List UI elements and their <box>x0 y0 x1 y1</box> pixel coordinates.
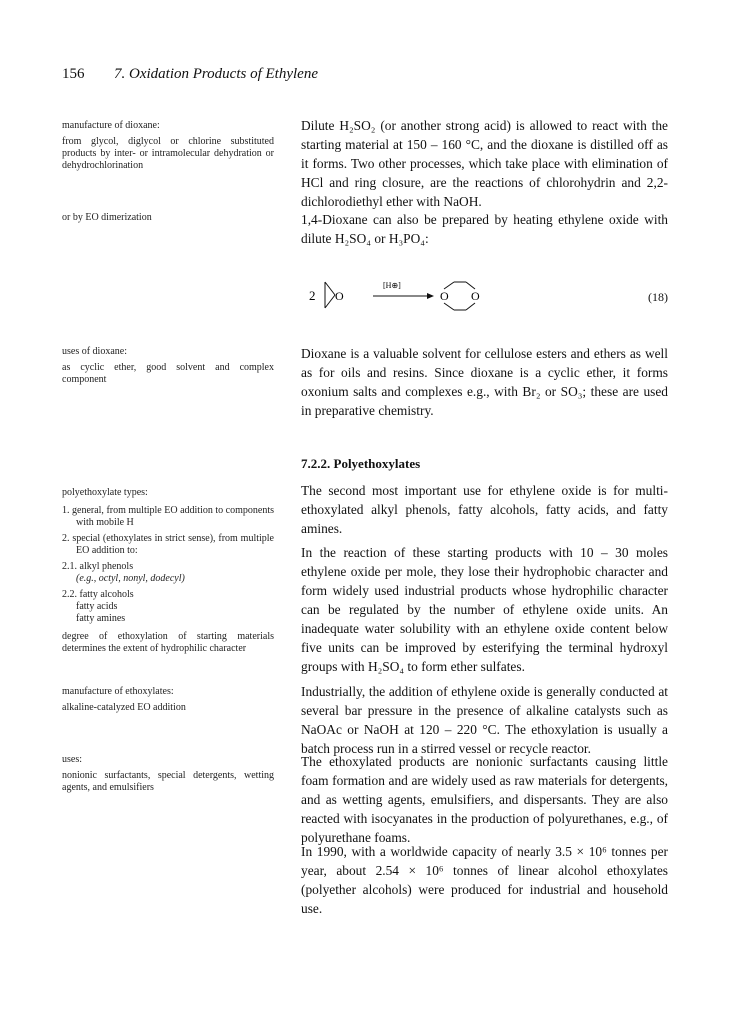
dioxane-oxygen-right: O <box>471 289 480 303</box>
paragraph-dioxane-from-eo: 1,4-Dioxane can also be prepared by heating ethylene oxide with dilute H₂SO₄ or H₃PO₄: <box>301 212 668 246</box>
type-2-2-b: fatty acids <box>76 601 118 612</box>
page-number: 156 <box>62 66 85 82</box>
stoichiometric-coefficient: 2 <box>309 288 316 303</box>
degree-of-ethoxylation: degree of ethoxylation of starting materials determines the extent of hydrophilic character <box>62 631 274 654</box>
type-1: 1. general, from multiple EO addition to components with mobile H <box>62 505 274 528</box>
type-2: 2. special (ethoxylates in strict sense), from multiple EO addition to: <box>62 533 274 556</box>
margin-title: uses: <box>62 754 82 765</box>
ethylene-oxide-oxygen: O <box>335 289 344 303</box>
margin-text: from glycol, diglycol or chlorine substituted products by inter- or intramolecular dehydration or dehydrochlorination <box>62 136 274 171</box>
type-2-1-example: (e.g., octyl, nonyl, dodecyl) <box>76 573 185 584</box>
reaction-scheme <box>301 276 601 318</box>
catalyst-label: [H⊕] <box>383 281 401 290</box>
margin-note-polyethoxylate-types <box>62 487 274 655</box>
paragraph-ethoxylation-reaction: In the reaction of these starting products with 10 – 30 moles ethylene oxide per mole, they lose their hydrophobic character and form widely used industrial products whose hydrophilic character can be regulated by the number of ethylene oxide units. An inadequate water solubility with an ethylene oxide content below five units can be improved by esterifying the terminal hydroxyl groups with H₂SO₄ to form ether sulfates. <box>301 545 668 674</box>
margin-title: polyethoxylate types: <box>62 487 148 498</box>
type-2-1: 2.1. alkyl phenols <box>62 561 134 572</box>
ethylene-oxide-structure <box>325 282 335 308</box>
paragraph-dioxane-uses: Dioxane is a valuable solvent for cellulose esters and ethers as well as for oils and resins. Since dioxane is a cyclic ether, it forms oxonium salts and complexes e.g., with Br₂ or SO₃; these are used in preparative chemistry. <box>301 346 668 418</box>
margin-title: manufacture of ethoxylates: <box>62 686 174 697</box>
margin-note-uses-ethoxylates <box>62 754 274 794</box>
paragraph-ethoxylates-intro: The second most important use for ethylene oxide is for multiethoxylated alkyl phenols, fatty alcohols, fatty acids, and fatty amines. <box>301 483 668 536</box>
paragraph-ethoxylate-uses: The ethoxylated products are nonionic surfactants causing little foam formation and are widely used as raw materials for detergents, and as wetting agents, emulsifiers, and dispersants. They are also reacted with isocyanates in the production of polyurethanes, e.g., of polyurethane foams. <box>301 754 668 845</box>
paragraph-industrial-process: Industrially, the addition of ethylene oxide is generally conducted at several bar pressure in the presence of alkaline catalysts such as NaOAc or NaOH at 120 – 220 °C. The ethoxylation is usually a batch process run in a stirred vessel or recycle reactor. <box>301 684 668 756</box>
margin-note-manufacture-ethoxylates <box>62 686 274 714</box>
chapter-title: 7. Oxidation Products of Ethylene <box>114 66 318 82</box>
type-2-2: 2.2. fatty alcohols <box>62 589 134 600</box>
page-header <box>62 66 318 83</box>
margin-note-eo-dimerization: or by EO dimerization <box>62 212 152 223</box>
margin-title: manufacture of dioxane: <box>62 120 160 131</box>
paragraph-dioxane-manufacture: Dilute H₂SO₂ (or another strong acid) is allowed to react with the starting material at 150 – 160 °C, and the dioxane is distilled off as it forms. Two other processes, which take place with elimination of HCl and ring closure, are the reactions of chlorohydrin and 2,2-dichlorodiethyl ether with NaOH. <box>301 118 668 209</box>
reaction-arrow <box>373 293 434 299</box>
equation-number: (18) <box>648 290 668 304</box>
type-2-2-c: fatty amines <box>76 613 126 624</box>
reaction-equation-18 <box>301 276 668 318</box>
dioxane-oxygen-left: O <box>440 289 449 303</box>
margin-note-manufacture-dioxane <box>62 120 274 172</box>
margin-text: as cyclic ether, good solvent and complex component <box>62 362 274 385</box>
section-heading: 7.2.2. Polyethoxylates <box>301 456 421 471</box>
paragraph-production-capacity: In 1990, with a worldwide capacity of nearly 3.5 × 10⁶ tonnes per year, about 2.54 × 10⁶ tonnes of linear alcohol ethoxylates (polyether alcohols) were produced for industrial and household use. <box>301 844 668 916</box>
margin-text: nonionic surfactants, special detergents, wetting agents, and emulsifiers <box>62 770 274 793</box>
margin-text: alkaline-catalyzed EO addition <box>62 702 186 713</box>
margin-note-uses-dioxane <box>62 346 274 386</box>
margin-title: uses of dioxane: <box>62 346 127 357</box>
